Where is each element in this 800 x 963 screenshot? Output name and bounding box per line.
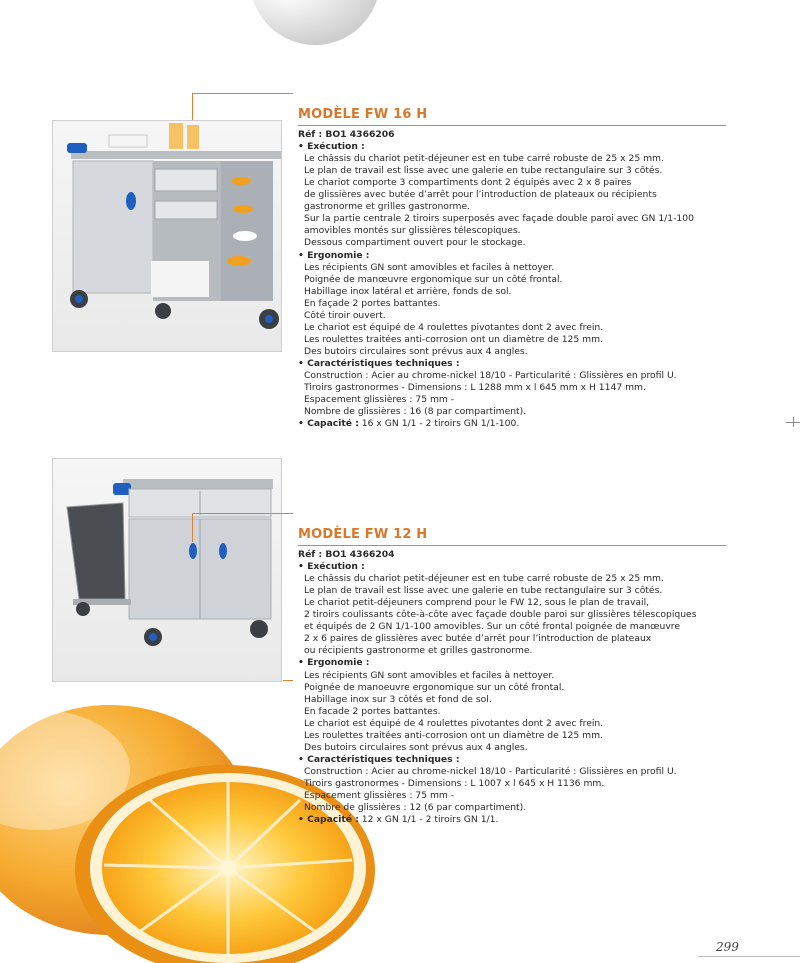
description-line: ou récipients gastronorme et grilles gastronorme. bbox=[304, 645, 533, 657]
product-title: MODÈLE FW 16 H bbox=[298, 107, 428, 122]
crop-mark bbox=[793, 417, 794, 427]
description-line: Des butoirs circulaires sont prévus aux 4 angles. bbox=[304, 741, 528, 753]
description-line: Les récipients GN sont amovibles et faciles à nettoyer. bbox=[304, 669, 555, 681]
section-heading: • Caractéristiques techniques : bbox=[298, 753, 460, 765]
description-line: gastronorme et grilles gastronorme. bbox=[304, 201, 471, 213]
description-line: Les roulettes traitées anti-corrosion ont un diamètre de 125 mm. bbox=[304, 333, 603, 345]
description-line: Le plan de travail est lisse avec une galerie en tube rectangulaire sur 3 côtés. bbox=[304, 165, 663, 177]
title-rule bbox=[298, 545, 726, 546]
decorative-swirl bbox=[250, 0, 380, 45]
capacity-line bbox=[298, 814, 728, 826]
description-line: Nombre de glissières : 12 (6 par compartiment). bbox=[304, 802, 527, 814]
product-image-fw12h bbox=[52, 458, 282, 682]
description-line: Construction : Acier au chrome-nickel 18/10 - Particularité : Glissières en profil U. bbox=[304, 369, 677, 381]
section-heading: • Exécution : bbox=[298, 141, 365, 153]
description-line: Poignée de manoeuvre ergonomique sur un côté frontal. bbox=[304, 681, 565, 693]
description-line: Le chariot est équipé de 4 roulettes pivotantes dont 2 avec frein. bbox=[304, 321, 604, 333]
section-bracket-tick bbox=[283, 680, 293, 681]
product-ref: Réf : BO1 4366204 bbox=[298, 549, 395, 560]
trolley-fw12h-illustration bbox=[53, 459, 281, 681]
section-heading: • Caractéristiques techniques : bbox=[298, 357, 460, 369]
description-line: 2 x 6 paires de glissières avec butée d’arrêt pour l’introduction de plateaux bbox=[304, 633, 652, 645]
description-line: amovibles montés sur glissières télescopiques. bbox=[304, 225, 521, 237]
description-line: Les roulettes traitées anti-corrosion ont un diamètre de 125 mm. bbox=[304, 729, 603, 741]
description-lines bbox=[298, 561, 728, 814]
product-title: MODÈLE FW 12 H bbox=[298, 527, 428, 542]
description-line: En facade 2 portes battantes. bbox=[304, 705, 441, 717]
description-line: En façade 2 portes battantes. bbox=[304, 297, 441, 309]
title-rule bbox=[298, 125, 726, 126]
description-line: Sur la partie centrale 2 tiroirs superposés avec façade double paroi avec GN 1/1-100 bbox=[304, 213, 694, 225]
description-line: Habillage inox sur 3 côtés et fond de sol. bbox=[304, 693, 492, 705]
description-line: Construction : Acier au chrome-nickel 18/10 - Particularité : Glissières en profil U. bbox=[304, 765, 677, 777]
page-number: 299 bbox=[716, 940, 739, 954]
description-line: Dessous compartiment ouvert pour le stockage. bbox=[304, 237, 526, 249]
trolley-fw16h-illustration bbox=[53, 121, 281, 351]
section-heading: • Ergonomie : bbox=[298, 249, 370, 261]
section-bracket bbox=[192, 513, 293, 542]
description-line: Tiroirs gastronormes - Dimensions : L 1007 x l 645 x H 1136 mm. bbox=[304, 777, 605, 789]
product-section-fw12h bbox=[298, 527, 728, 826]
description-line: Poignée de manœuvre ergonomique sur un côté frontal. bbox=[304, 273, 563, 285]
description-line: de glissières avec butée d’arrêt pour l’introduction de plateaux ou récipients bbox=[304, 189, 657, 201]
section-bracket bbox=[192, 93, 293, 122]
description-line: Les récipients GN sont amovibles et faciles à nettoyer. bbox=[304, 261, 555, 273]
description-line: Le châssis du chariot petit-déjeuner est en tube carré robuste de 25 x 25 mm. bbox=[304, 573, 664, 585]
product-ref: Réf : BO1 4366206 bbox=[298, 129, 395, 140]
description-line: Tiroirs gastronormes - Dimensions : L 1288 mm x l 645 mm x H 1147 mm. bbox=[304, 382, 646, 394]
description-line: Côté tiroir ouvert. bbox=[304, 309, 386, 321]
section-heading: • Exécution : bbox=[298, 561, 365, 573]
description-line: Nombre de glissières : 16 (8 par compartiment). bbox=[304, 406, 527, 418]
description-line: Le chariot comporte 3 compartiments dont 2 équipés avec 2 x 8 paires bbox=[304, 177, 632, 189]
description-line: Le chariot petit-déjeuners comprend pour le FW 12, sous le plan de travail, bbox=[304, 597, 650, 609]
description-lines bbox=[298, 141, 728, 418]
description-line: Des butoirs circulaires sont prévus aux 4 angles. bbox=[304, 345, 528, 357]
capacity-value: 16 x GN 1/1 - 2 tiroirs GN 1/1-100. bbox=[358, 418, 520, 430]
product-image-fw16h bbox=[52, 120, 282, 352]
capacity-label: • Capacité : bbox=[298, 814, 359, 826]
description-line: 2 tiroirs coulissants côte-à-côte avec façade double paroi sur glissières télescopiques bbox=[304, 609, 697, 621]
capacity-value: 12 x GN 1/1 - 2 tiroirs GN 1/1. bbox=[358, 814, 499, 826]
description-line: Habillage inox latéral et arrière, fonds de sol. bbox=[304, 285, 512, 297]
product-section-fw16h bbox=[298, 107, 728, 430]
description-line: Le plan de travail est lisse avec une galerie en tube rectangulaire sur 3 côtés. bbox=[304, 585, 663, 597]
description-line: Espacement glissières : 75 mm - bbox=[304, 789, 455, 801]
capacity-line bbox=[298, 418, 728, 430]
description-line: Espacement glissières : 75 mm - bbox=[304, 394, 455, 406]
description-line: Le chariot est équipé de 4 roulettes pivotantes dont 2 avec frein. bbox=[304, 717, 604, 729]
description-line: et équipés de 2 GN 1/1-100 amovibles. Sur un côté frontal poignée de manœuvre bbox=[304, 621, 681, 633]
capacity-label: • Capacité : bbox=[298, 418, 359, 430]
description-line: Le châssis du chariot petit-déjeuner est en tube carré robuste de 25 x 25 mm. bbox=[304, 153, 664, 165]
page-number-rule bbox=[698, 956, 800, 957]
section-heading: • Ergonomie : bbox=[298, 657, 370, 669]
